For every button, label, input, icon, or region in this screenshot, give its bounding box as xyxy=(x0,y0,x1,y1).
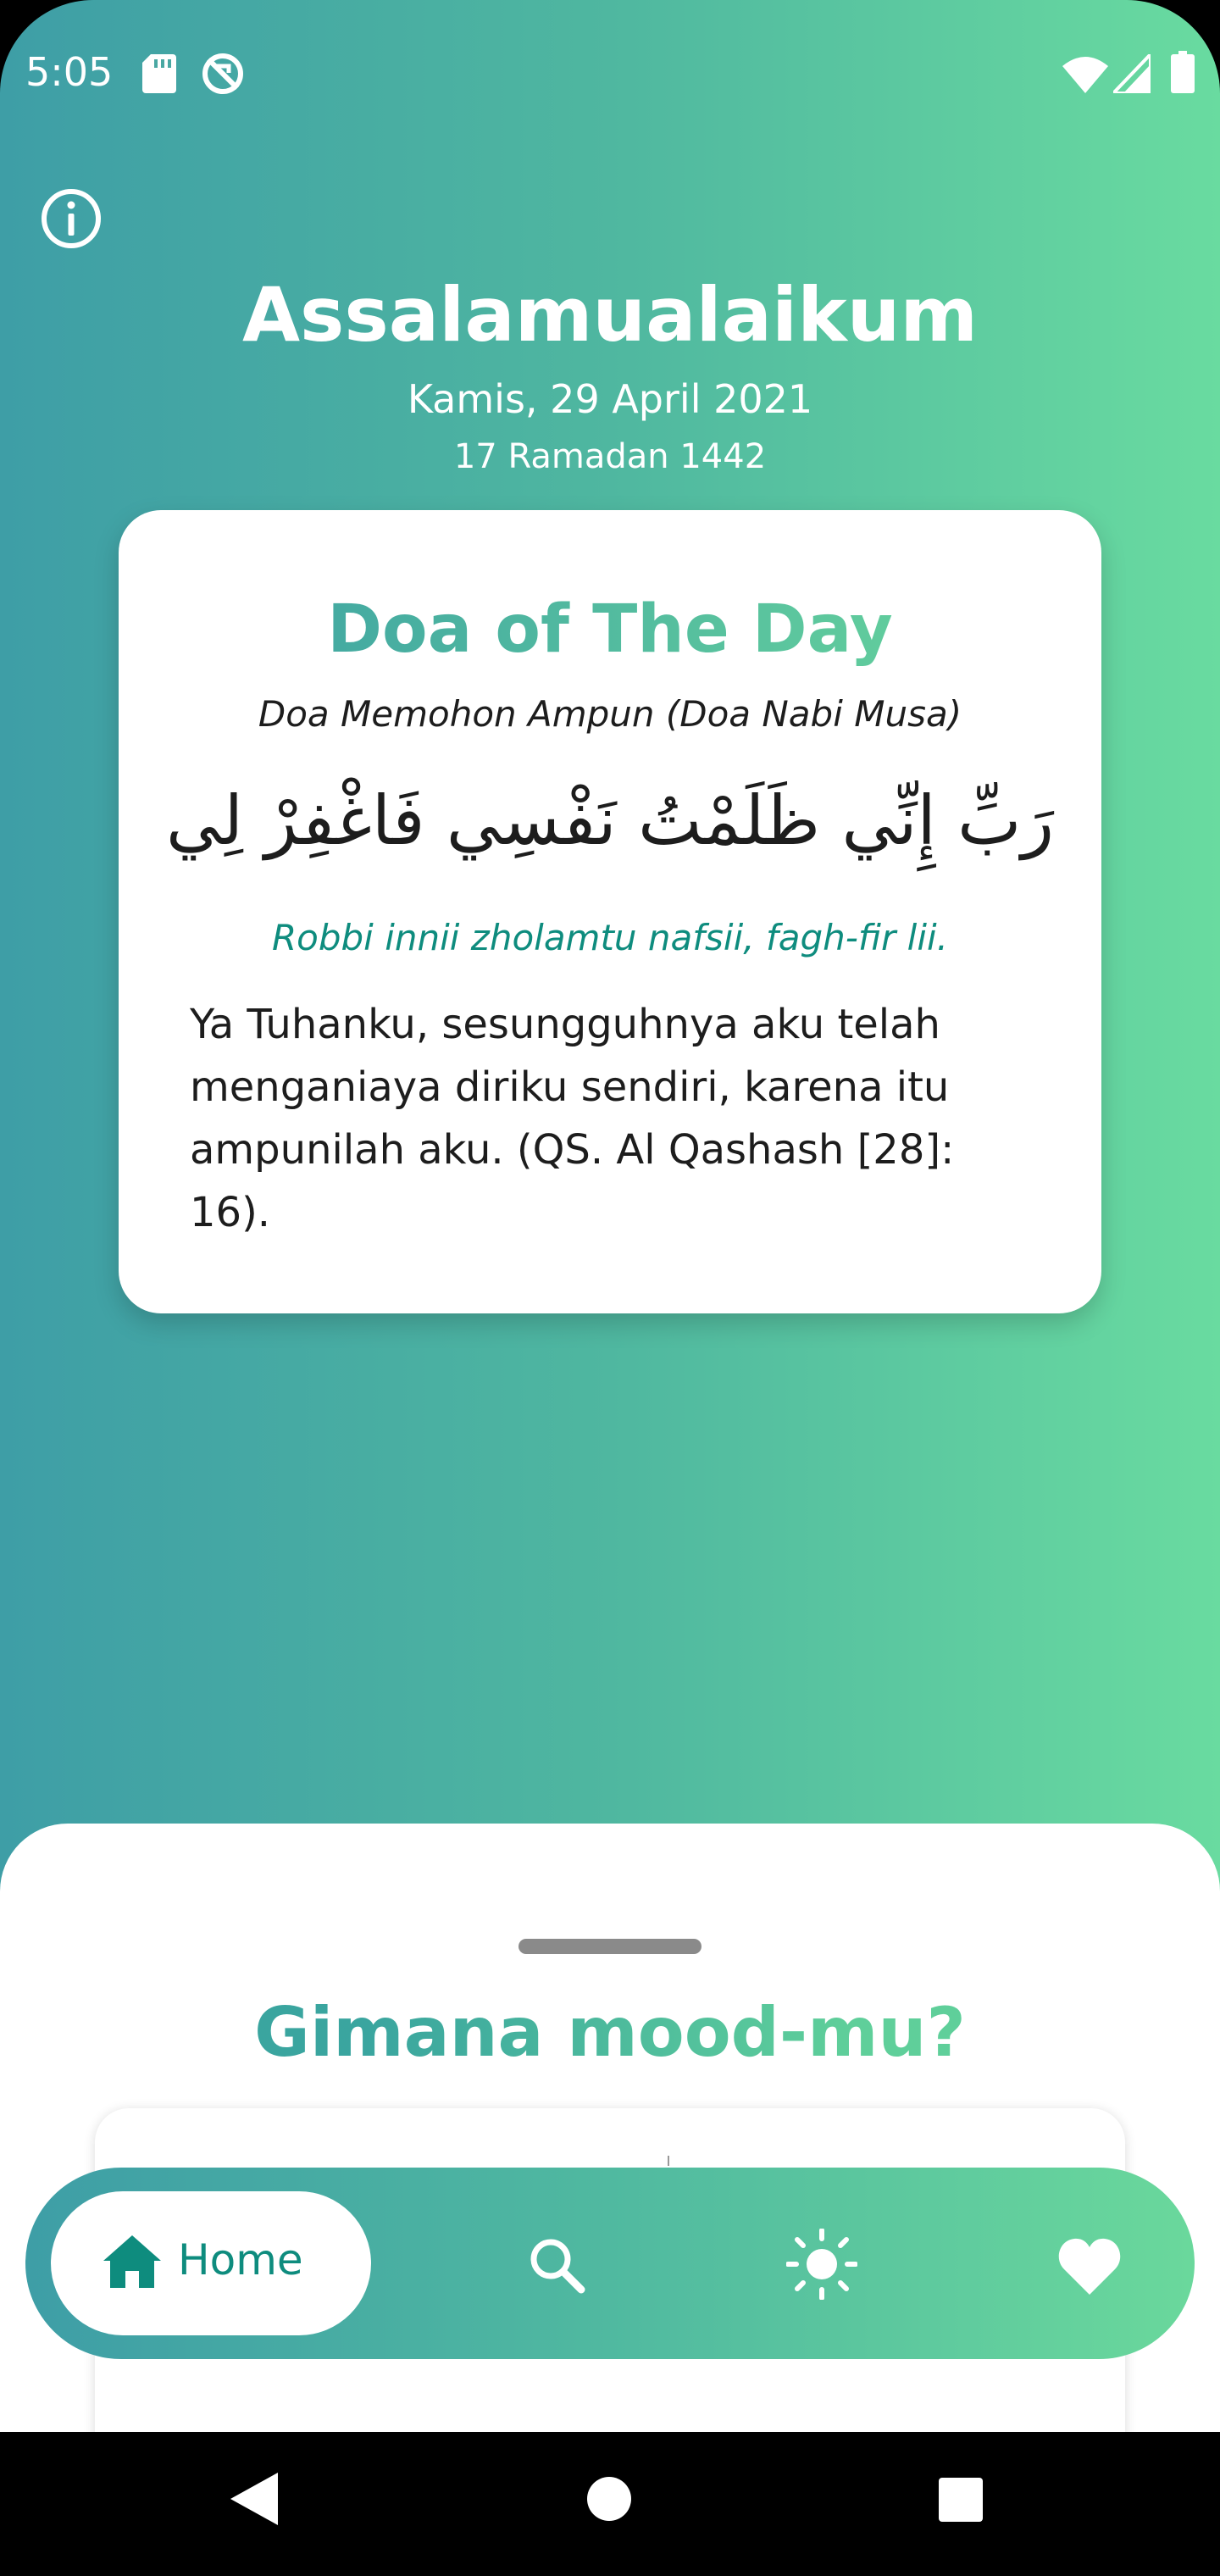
heart-icon[interactable] xyxy=(1057,2237,1122,2295)
system-navigation-bar xyxy=(0,2432,1220,2576)
sync-off-icon xyxy=(200,51,246,97)
doa-name: Doa Memohon Ampun (Doa Nabi Musa) xyxy=(258,693,962,735)
gregorian-date: Kamis, 29 April 2021 xyxy=(407,376,813,422)
info-icon[interactable] xyxy=(39,186,103,251)
recents-icon[interactable] xyxy=(939,2478,983,2522)
doa-latin-text: Robbi innii zholamtu nafsii, fagh-fir lii. xyxy=(271,917,949,958)
search-icon[interactable] xyxy=(527,2235,586,2295)
greeting-title: Assalamualaikum xyxy=(241,271,979,358)
verse-card-marker xyxy=(668,2156,669,2166)
status-time: 5:05 xyxy=(25,49,114,95)
nav-item-home[interactable] xyxy=(51,2191,371,2335)
battery-icon xyxy=(1171,51,1195,93)
sheet-drag-handle[interactable] xyxy=(518,1939,702,1954)
doa-card-title: Doa of The Day xyxy=(119,591,1101,668)
signal-icon xyxy=(1113,54,1151,93)
doa-arabic-text: رَبِّ إِنِّي ظَلَمْتُ نَفْسِي فَاغْفِرْ لِي xyxy=(165,781,1055,860)
home-icon xyxy=(103,2235,161,2288)
sun-icon[interactable] xyxy=(786,2229,857,2300)
back-icon[interactable] xyxy=(230,2473,278,2525)
wifi-icon xyxy=(1062,56,1108,93)
mood-title: Gimana mood-mu? xyxy=(0,1993,1220,2072)
nav-item-home-label: Home xyxy=(178,2235,303,2285)
sd-card-icon xyxy=(142,54,176,93)
home-circle-icon[interactable] xyxy=(586,2476,632,2522)
bottom-navigation xyxy=(25,2168,1195,2359)
status-bar xyxy=(0,0,1220,144)
doa-of-the-day-card[interactable] xyxy=(119,510,1101,1313)
hijri-date: 17 Ramadan 1442 xyxy=(453,437,767,476)
doa-meaning-text: Ya Tuhanku, sesungguhnya aku telah menganiaya diriku sendiri, karena itu ampunilah aku. (QS. Al Qashash [28]: 16). xyxy=(190,1001,955,1236)
